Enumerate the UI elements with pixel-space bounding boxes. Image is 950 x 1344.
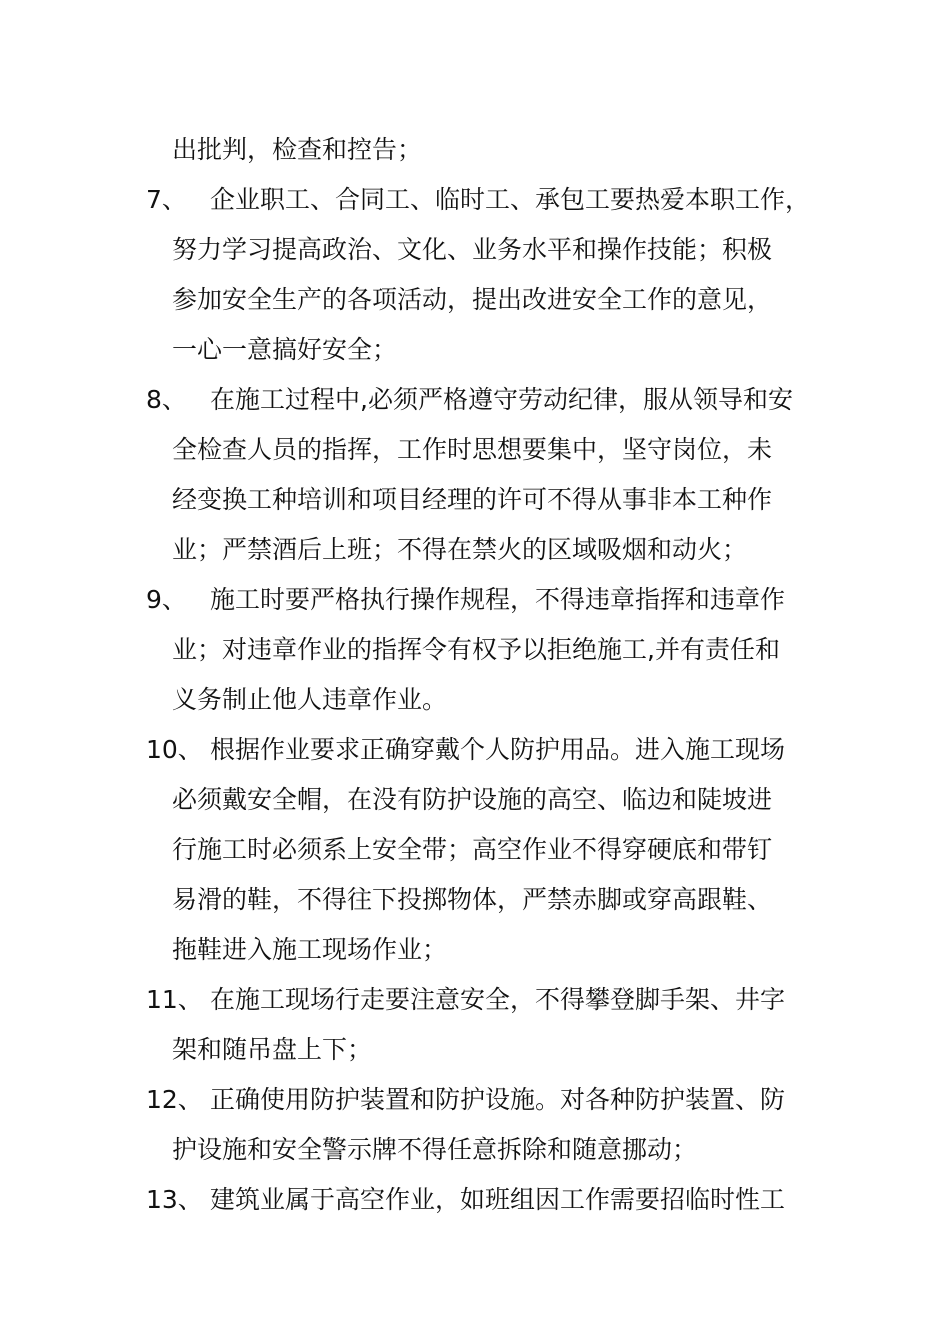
item-text-line: 义务制止他人违章作业。 [172,685,448,714]
item-text-line: 根据作业要求正确穿戴个人防护用品。进入施工现场 [210,735,786,764]
item-text-line: 必须戴安全帽，在没有防护设施的高空、临边和陡坡进 [172,785,773,814]
item-text-line: 在施工过程中,必须严格遵守劳动纪律，服从领导和安 [210,385,793,414]
item-text-line: 建筑业属于高空作业，如班组因工作需要招临时性工 [210,1185,786,1214]
item-text-line: 架和随吊盘上下； [172,1035,373,1064]
item-text-line: 护设施和安全警示牌不得任意拆除和随意挪动； [172,1135,698,1164]
item-text-line: 业；严禁酒后上班；不得在禁火的区域吸烟和动火； [172,535,748,564]
item-text-line: 易滑的鞋，不得往下投掷物体，严禁赤脚或穿高跟鞋、 [172,885,773,914]
item-text-line: 行施工时必须系上安全带；高空作业不得穿硬底和带钉 [172,835,773,864]
item-text-line: 努力学习提高政治、文化、业务水平和操作技能；积极 [172,235,773,264]
item-text-line: 拖鞋进入施工现场作业； [172,935,448,964]
item-text-line: 经变换工种培训和项目经理的许可不得从事非本工种作 [172,485,773,514]
item-text-line: 企业职工、合同工、临时工、承包工要热爱本职工作， [210,185,811,214]
item-text-line: 一心一意搞好安全； [172,335,398,364]
item-number: 9、 [146,585,187,614]
item-number: 8、 [146,385,187,414]
item-number: 11、 [146,985,203,1014]
item-number: 13、 [146,1185,203,1214]
continuation-line: 出批判，检查和控告； [172,135,423,164]
item-text-line: 施工时要严格执行操作规程，不得违章指挥和违章作 [210,585,786,614]
item-number: 12、 [146,1085,203,1114]
item-text-line: 在施工现场行走要注意安全，不得攀登脚手架、井字 [210,985,786,1014]
item-text-line: 全检查人员的指挥，工作时思想要集中，坚守岗位，未 [172,435,773,464]
item-text-line: 正确使用防护装置和防护设施。对各种防护装置、防 [210,1085,786,1114]
item-number: 7、 [146,185,187,214]
item-text-line: 业；对违章作业的指挥令有权予以拒绝施工,并有责任和 [172,635,780,664]
item-number: 10、 [146,735,203,764]
item-text-line: 参加安全生产的各项活动，提出改进安全工作的意见， [172,285,773,314]
